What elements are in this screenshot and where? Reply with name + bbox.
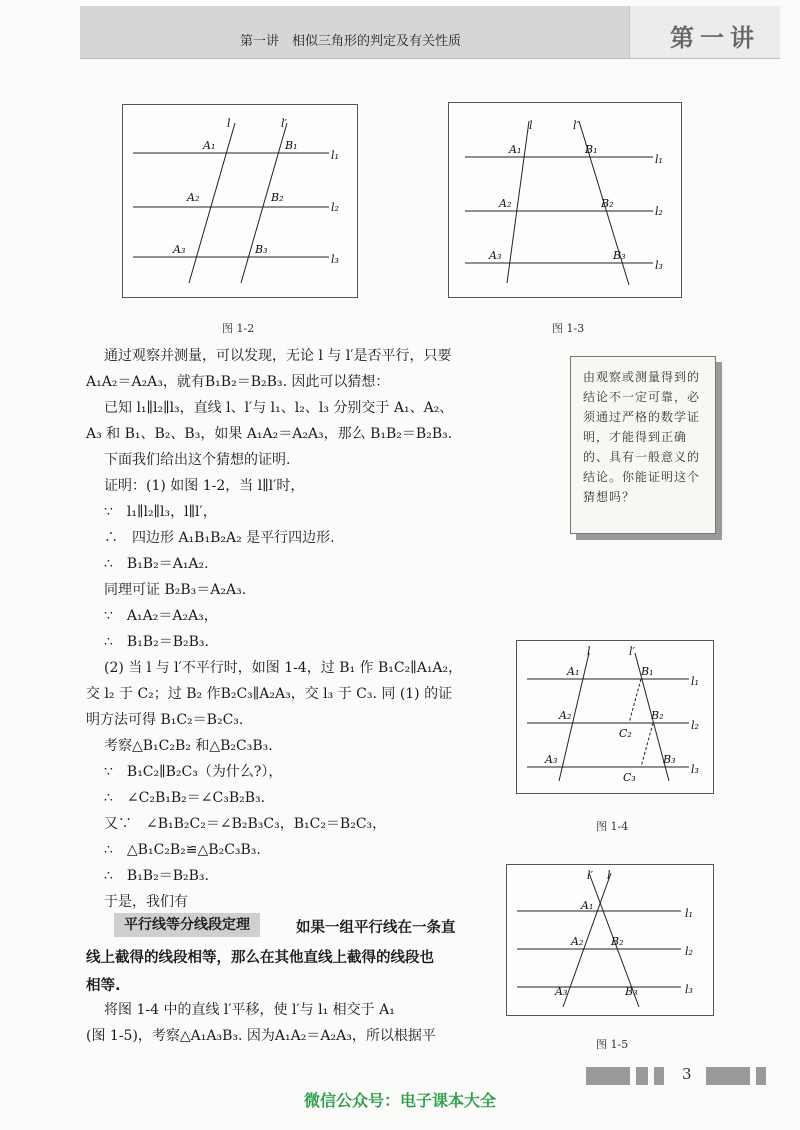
page-number: 3 [682,1065,692,1083]
paragraph-line: 考察△B₁C₂B₂ 和△B₂C₃B₃. [104,738,273,754]
footer-bar [636,1067,648,1085]
label-l2: l₂ [691,719,699,732]
theorem-text: 如果一组平行线在一条直 [296,920,456,936]
figure-1-4-diagram [517,641,713,793]
label-l3: l₃ [685,983,693,996]
label-B3: B₃ [625,985,638,998]
paragraph-line: A₁A₂＝A₂A₃，就有B₁B₂＝B₂B₃. 因此可以猜想： [86,374,390,390]
proof-line: ∴ 四边形 A₁B₁B₂A₂ 是平行四边形. [104,530,335,546]
paragraph-line: 通过观察并测量，可以发现，无论 l 与 l′是否平行，只要 [104,348,452,364]
label-l-prime: l′ [281,117,288,130]
theorem-text: 线上截得的线段相等，那么在其他直线上截得的线段也 [86,950,434,966]
label-l-prime: l′ [573,119,580,132]
label-B1: B₁ [285,139,298,152]
label-l: l [227,117,231,130]
label-l-prime: l′ [629,645,636,658]
label-l2: l₂ [685,945,693,958]
paragraph-line: 已知 l₁∥l₂∥l₃，直线 l、l′与 l₁、l₂、l₃ 分别交于 A₁、A₂、 [104,400,454,416]
label-l2: l₂ [331,201,339,214]
side-note [570,356,716,534]
theorem-text: 相等. [86,978,121,994]
paragraph-line: (2) 当 l 与 l′不平行时，如图 1-4，过 B₁ 作 B₁C₂∥A₁A₂， [104,660,463,676]
label-C2: C₂ [619,727,632,740]
figure-1-3-caption: 图 1-3 [552,322,585,335]
paragraph-line: (图 1-5)，考察△A₁A₃B₃. 因为A₁A₂＝A₂A₃，所以根据平 [86,1028,436,1044]
paragraph-line: 交 l₂ 于 C₂；过 B₂ 作B₂C₃∥A₂A₃，交 l₃ 于 C₃. 同 (1) 的证 [86,686,453,702]
chapter-title: 第一讲 相似三角形的判定及有关性质 [240,34,462,49]
label-B2: B₂ [651,709,664,722]
figure-1-2-caption: 图 1-2 [222,322,255,335]
paragraph-line: 于是，我们有 [104,894,188,910]
label-l: l [529,119,533,132]
label-A2: A₂ [187,191,200,204]
figure-1-5-caption: 图 1-5 [596,1038,629,1051]
label-B2: B₂ [601,197,614,210]
label-A2: A₂ [559,709,572,722]
label-l3: l₃ [691,763,699,776]
proof-line: ∵ A₁A₂＝A₂A₃， [104,608,218,624]
label-l1: l₁ [655,153,663,166]
figure-1-3-diagram [449,103,681,297]
label-l1: l₁ [685,907,693,920]
figure-1-2-diagram [123,105,357,297]
label-B2: B₂ [611,935,624,948]
label-B1: B₁ [585,143,598,156]
footer-bar [654,1067,664,1085]
theorem-title: 平行线等分线段定理 [114,913,260,937]
proof-line: ∵ B₁C₂∥B₂C₃（为什么?）， [104,764,283,780]
label-A1: A₁ [203,139,216,152]
label-A3: A₃ [489,249,502,262]
paragraph-line: 将图 1-4 中的直线 l′平移，使 l′与 l₁ 相交于 A₁ [104,1002,395,1018]
label-l1: l₁ [691,675,699,688]
label-A3: A₃ [545,753,558,766]
chapter-badge-text: 第一讲 [670,23,760,52]
label-C3: C₃ [623,771,636,784]
label-A1: A₁ [581,899,594,912]
figure-1-3 [448,102,682,298]
proof-line: 又∵ ∠B₁B₂C₂＝∠B₂B₃C₃，B₁C₂＝B₂C₃， [104,816,387,832]
label-l1: l₁ [331,149,339,162]
proof-line: ∴ B₁B₂＝B₂B₃. [104,868,209,884]
proof-line: ∴ △B₁C₂B₂≌△B₂C₃B₃. [104,842,261,858]
proof-line: ∴ B₁B₂＝A₁A₂. [104,556,209,572]
chapter-badge [629,6,780,58]
label-A2: A₂ [499,197,512,210]
label-A3: A₃ [173,243,186,256]
proof-line: ∴ ∠C₂B₁B₂＝∠C₃B₂B₃. [104,790,266,806]
wechat-watermark: 微信公众号：电子课本大全 [303,1091,496,1110]
footer-bar [586,1067,630,1085]
label-l: l [587,645,591,658]
label-A1: A₁ [567,665,580,678]
paragraph-line: 下面我们给出这个猜想的证明. [104,452,291,468]
side-note-text: 由观察或测量得到的结论不一定可靠，必须通过严格的数学证明，才能得到正确的、具有一般意义的结论。你能证明这个猜想吗？ [583,370,701,504]
label-B1: B₁ [641,665,654,678]
figure-1-5-diagram [507,865,713,1015]
footer-bar [756,1067,766,1085]
label-A3: A₃ [555,985,568,998]
figure-1-2 [122,104,358,298]
label-A1: A₁ [509,143,522,156]
label-A2: A₂ [571,935,584,948]
proof-line: ∵ l₁∥l₂∥l₃，l∥l′， [104,504,217,520]
proof-heading: 证明：(1) 如图 1-2，当 l∥l′时， [104,478,305,494]
label-B3: B₃ [663,753,676,766]
proof-line: 同理可证 B₂B₃＝A₂A₃. [104,582,247,598]
label-l3: l₃ [331,253,339,266]
paragraph-line: 明方法可得 B₁C₂＝B₂C₃. [86,712,244,728]
label-B3: B₃ [255,243,268,256]
figure-1-4 [516,640,714,794]
footer-bar [706,1067,750,1085]
figure-1-5 [506,864,714,1016]
proof-line: ∴ B₁B₂＝B₂B₃. [104,634,209,650]
figure-1-4-caption: 图 1-4 [596,820,629,833]
label-l3: l₃ [655,259,663,272]
paragraph-line: A₃ 和 B₁、B₂、B₃，如果 A₁A₂＝A₂A₃，那么 B₁B₂＝B₂B₃. [86,426,453,442]
label-l: l [607,869,611,882]
chapter-header [80,6,780,59]
label-B3: B₃ [613,249,626,262]
label-B2: B₂ [271,191,284,204]
label-l-prime: l′ [587,869,594,882]
label-l2: l₂ [655,205,663,218]
